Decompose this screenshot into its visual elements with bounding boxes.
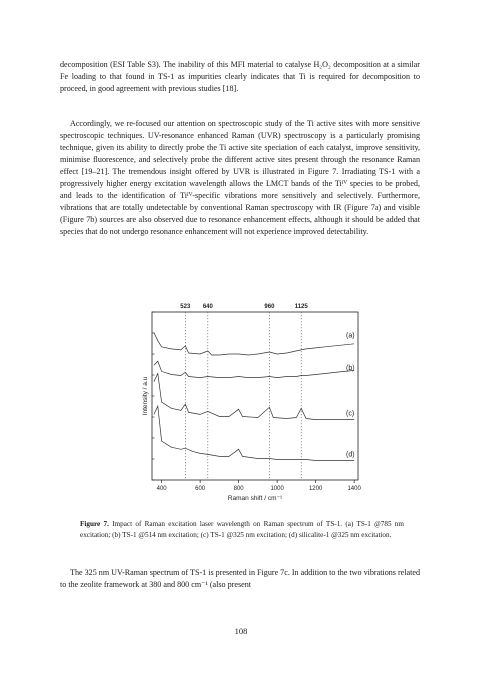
x-tick-label: 1400 <box>347 486 361 492</box>
paragraph-1 <box>60 59 420 95</box>
plot-frame <box>152 312 358 480</box>
paragraph-1-text: decomposition (ESI Table S3). The inability of this MFI material to catalyse H₂O₂ decomposition at a similar Fe loading to that found in TS-1 as impurities clearly indicates that Ti is required for decomposition to proceed, in good agreement with previous studies [18]. <box>60 60 420 94</box>
series-line <box>154 374 354 420</box>
caption-text: Impact of Raman excitation laser wavelength on Raman spectrum of TS-1. (a) TS-1 @785 nm excitation; (b) TS-1 @514 nm excitation; (c) TS-1 @325 nm excitation; (d) silicalite-1 @325 nm excitation. <box>80 520 404 539</box>
paragraph-2-text: Accordingly, we re-focused our attention on spectroscopic study of the Ti active sites with more sensitive spectroscopic techniques. UV-resonance enhanced Raman (UVR) spectroscopy is a particularly promising technique, given its ability to directly probe the Ti active site speciation of each catalyst, improve sensitivity, minimise fluorescence, and selectively probe the different active sites present through the resonance Raman effect [19–21]. The tremendous insight offered by UVR is illustrated in Figure 7. Irradiating TS-1 with a progressively higher energy excitation wavelength allows the LMCT bands of the Tiᴵⱽ species to be probed, and leads to the identification of Tiᴵⱽ-specific vibrations more sensitively and selectively. Furthermore, vibrations that are totally undetectable by conventional Raman spectroscopy with IR (Figure 7a) and visible (Figure 7b) sources are also observed due to resonance enhancement effects, although it should be added that species that do not undergo resonance enhancement will not experience improved detectability. <box>60 119 420 237</box>
series-label: (a) <box>346 332 355 340</box>
series-line <box>154 333 354 356</box>
page-number: 108 <box>234 626 248 636</box>
marker-label: 1125 <box>294 304 308 310</box>
figure-7 <box>138 298 370 510</box>
caption-label: Figure 7. <box>80 520 109 528</box>
x-tick-label: 400 <box>156 486 167 492</box>
x-axis-label: Raman shift / cm⁻¹ <box>227 495 283 502</box>
x-tick-label: 800 <box>233 486 244 492</box>
series-label: (c) <box>346 410 355 418</box>
series-label: (d) <box>346 451 355 459</box>
x-tick-label: 1200 <box>308 486 323 492</box>
marker-label: 640 <box>202 304 213 310</box>
series-label: (b) <box>346 364 355 372</box>
x-tick-label: 1000 <box>270 486 284 492</box>
y-axis-label: Intensity / a.u <box>142 376 149 416</box>
raman-chart <box>138 298 370 510</box>
marker-label: 960 <box>264 304 275 310</box>
paragraph-3 <box>60 567 420 591</box>
series-line <box>154 361 354 377</box>
paragraph-3-text: The 325 nm UV-Raman spectrum of TS-1 is presented in Figure 7c. In addition to the two vibrations related to the zeolite framework at 380 and 800 cm⁻¹ (also present <box>60 568 420 590</box>
paragraph-2 <box>60 118 420 238</box>
x-tick-label: 600 <box>195 486 206 492</box>
series-line <box>154 406 354 460</box>
figure-caption <box>80 519 404 541</box>
marker-label: 523 <box>180 304 191 310</box>
